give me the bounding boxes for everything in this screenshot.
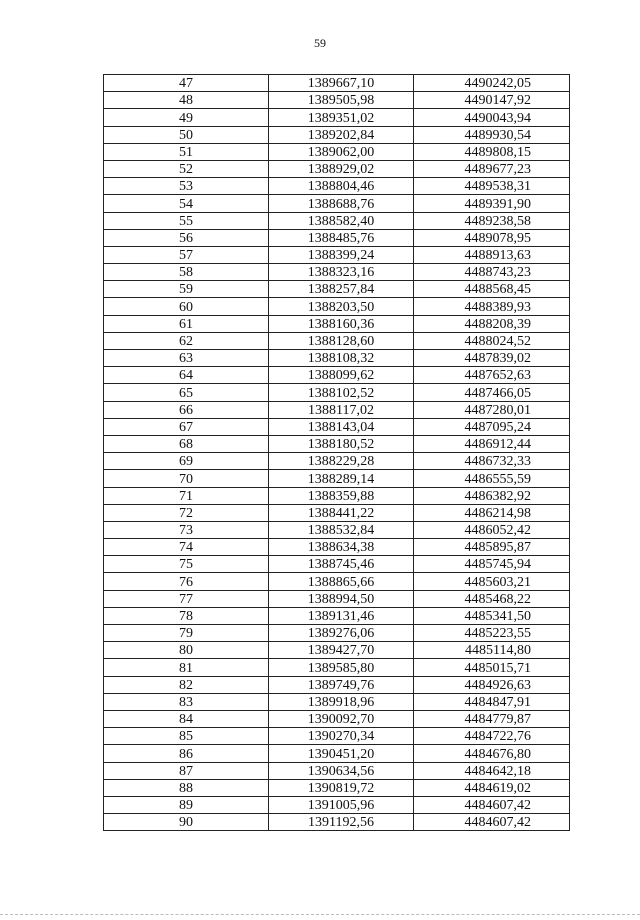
point-number-cell: 82 (104, 676, 269, 693)
point-number-cell: 80 (104, 642, 269, 659)
y-coordinate-cell: 4489238,58 (414, 212, 570, 229)
table-row (104, 556, 570, 573)
y-coordinate-cell: 4485015,71 (414, 659, 570, 676)
point-number-cell: 74 (104, 539, 269, 556)
y-coordinate-cell: 4486382,92 (414, 487, 570, 504)
point-number-cell: 85 (104, 728, 269, 745)
y-coordinate-cell: 4489078,95 (414, 229, 570, 246)
x-coordinate-cell: 1389276,06 (269, 625, 414, 642)
point-number-cell: 62 (104, 332, 269, 349)
y-coordinate-cell: 4486214,98 (414, 504, 570, 521)
x-coordinate-cell: 1390270,34 (269, 728, 414, 745)
x-coordinate-cell: 1388634,38 (269, 539, 414, 556)
x-coordinate-cell: 1390634,56 (269, 762, 414, 779)
x-coordinate-cell: 1388203,50 (269, 298, 414, 315)
y-coordinate-cell: 4484619,02 (414, 779, 570, 796)
y-coordinate-cell: 4485603,21 (414, 573, 570, 590)
x-coordinate-cell: 1388745,46 (269, 556, 414, 573)
x-coordinate-cell: 1389131,46 (269, 607, 414, 624)
table-row (104, 539, 570, 556)
table-row (104, 693, 570, 710)
table-row (104, 229, 570, 246)
x-coordinate-cell: 1388102,52 (269, 384, 414, 401)
table-row (104, 384, 570, 401)
x-coordinate-cell: 1388160,36 (269, 315, 414, 332)
y-coordinate-cell: 4484607,42 (414, 814, 570, 831)
point-number-cell: 51 (104, 143, 269, 160)
page-number: 59 (314, 36, 326, 50)
table-row (104, 659, 570, 676)
y-coordinate-cell: 4488389,93 (414, 298, 570, 315)
y-coordinate-cell: 4489930,54 (414, 126, 570, 143)
y-coordinate-cell: 4488208,39 (414, 315, 570, 332)
x-coordinate-cell: 1388180,52 (269, 435, 414, 452)
x-coordinate-cell: 1389585,80 (269, 659, 414, 676)
y-coordinate-cell: 4490147,92 (414, 92, 570, 109)
y-coordinate-cell: 4487466,05 (414, 384, 570, 401)
point-number-cell: 57 (104, 246, 269, 263)
point-number-cell: 77 (104, 590, 269, 607)
y-coordinate-cell: 4487280,01 (414, 401, 570, 418)
table-row (104, 573, 570, 590)
x-coordinate-cell: 1388143,04 (269, 418, 414, 435)
table-row (104, 504, 570, 521)
table-row (104, 195, 570, 212)
coordinates-table (103, 74, 570, 831)
table-row (104, 779, 570, 796)
table-row (104, 710, 570, 727)
table-row (104, 590, 570, 607)
y-coordinate-cell: 4486912,44 (414, 435, 570, 452)
y-coordinate-cell: 4490043,94 (414, 109, 570, 126)
point-number-cell: 72 (104, 504, 269, 521)
table-row (104, 92, 570, 109)
y-coordinate-cell: 4484607,42 (414, 796, 570, 813)
y-coordinate-cell: 4484779,87 (414, 710, 570, 727)
y-coordinate-cell: 4485114,80 (414, 642, 570, 659)
table-row (104, 676, 570, 693)
point-number-cell: 61 (104, 315, 269, 332)
point-number-cell: 90 (104, 814, 269, 831)
y-coordinate-cell: 4485895,87 (414, 539, 570, 556)
x-coordinate-cell: 1389427,70 (269, 642, 414, 659)
table-row (104, 160, 570, 177)
y-coordinate-cell: 4484926,63 (414, 676, 570, 693)
x-coordinate-cell: 1390819,72 (269, 779, 414, 796)
x-coordinate-cell: 1388108,32 (269, 350, 414, 367)
point-number-cell: 50 (104, 126, 269, 143)
x-coordinate-cell: 1388399,24 (269, 246, 414, 263)
x-coordinate-cell: 1388485,76 (269, 229, 414, 246)
table-row (104, 126, 570, 143)
table-row (104, 642, 570, 659)
x-coordinate-cell: 1388117,02 (269, 401, 414, 418)
point-number-cell: 81 (104, 659, 269, 676)
y-coordinate-cell: 4484722,76 (414, 728, 570, 745)
y-coordinate-cell: 4485468,22 (414, 590, 570, 607)
table-row (104, 332, 570, 349)
table-row (104, 178, 570, 195)
point-number-cell: 89 (104, 796, 269, 813)
table-row (104, 246, 570, 263)
x-coordinate-cell: 1389505,98 (269, 92, 414, 109)
point-number-cell: 70 (104, 470, 269, 487)
point-number-cell: 65 (104, 384, 269, 401)
y-coordinate-cell: 4489391,90 (414, 195, 570, 212)
point-number-cell: 54 (104, 195, 269, 212)
table-row (104, 435, 570, 452)
x-coordinate-cell: 1388804,46 (269, 178, 414, 195)
y-coordinate-cell: 4485745,94 (414, 556, 570, 573)
y-coordinate-cell: 4487839,02 (414, 350, 570, 367)
table-row (104, 762, 570, 779)
y-coordinate-cell: 4489677,23 (414, 160, 570, 177)
table-row (104, 470, 570, 487)
x-coordinate-cell: 1388128,60 (269, 332, 414, 349)
y-coordinate-cell: 4489538,31 (414, 178, 570, 195)
x-coordinate-cell: 1391192,56 (269, 814, 414, 831)
point-number-cell: 76 (104, 573, 269, 590)
y-coordinate-cell: 4486732,33 (414, 453, 570, 470)
point-number-cell: 64 (104, 367, 269, 384)
y-coordinate-cell: 4487652,63 (414, 367, 570, 384)
x-coordinate-cell: 1388289,14 (269, 470, 414, 487)
y-coordinate-cell: 4486052,42 (414, 521, 570, 538)
y-coordinate-cell: 4488568,45 (414, 281, 570, 298)
y-coordinate-cell: 4488024,52 (414, 332, 570, 349)
x-coordinate-cell: 1388323,16 (269, 264, 414, 281)
point-number-cell: 48 (104, 92, 269, 109)
table-row (104, 315, 570, 332)
point-number-cell: 59 (104, 281, 269, 298)
table-row (104, 264, 570, 281)
x-coordinate-cell: 1388929,02 (269, 160, 414, 177)
table-row (104, 350, 570, 367)
point-number-cell: 55 (104, 212, 269, 229)
point-number-cell: 63 (104, 350, 269, 367)
y-coordinate-cell: 4489808,15 (414, 143, 570, 160)
point-number-cell: 78 (104, 607, 269, 624)
point-number-cell: 56 (104, 229, 269, 246)
table-row (104, 298, 570, 315)
point-number-cell: 84 (104, 710, 269, 727)
table-row (104, 728, 570, 745)
point-number-cell: 87 (104, 762, 269, 779)
y-coordinate-cell: 4485341,50 (414, 607, 570, 624)
point-number-cell: 68 (104, 435, 269, 452)
point-number-cell: 79 (104, 625, 269, 642)
x-coordinate-cell: 1388257,84 (269, 281, 414, 298)
y-coordinate-cell: 4485223,55 (414, 625, 570, 642)
table-row (104, 607, 570, 624)
y-coordinate-cell: 4490242,05 (414, 75, 570, 92)
y-coordinate-cell: 4487095,24 (414, 418, 570, 435)
x-coordinate-cell: 1388688,76 (269, 195, 414, 212)
point-number-cell: 58 (104, 264, 269, 281)
point-number-cell: 73 (104, 521, 269, 538)
table-row (104, 487, 570, 504)
point-number-cell: 52 (104, 160, 269, 177)
table-row (104, 418, 570, 435)
point-number-cell: 60 (104, 298, 269, 315)
point-number-cell: 88 (104, 779, 269, 796)
table-row (104, 143, 570, 160)
table-body (104, 75, 570, 831)
page-bottom-edge (0, 914, 640, 915)
x-coordinate-cell: 1389202,84 (269, 126, 414, 143)
y-coordinate-cell: 4488913,63 (414, 246, 570, 263)
x-coordinate-cell: 1389918,96 (269, 693, 414, 710)
point-number-cell: 71 (104, 487, 269, 504)
table-row (104, 109, 570, 126)
point-number-cell: 67 (104, 418, 269, 435)
x-coordinate-cell: 1390092,70 (269, 710, 414, 727)
x-coordinate-cell: 1388582,40 (269, 212, 414, 229)
x-coordinate-cell: 1388532,84 (269, 521, 414, 538)
table-row (104, 453, 570, 470)
x-coordinate-cell: 1388994,50 (269, 590, 414, 607)
x-coordinate-cell: 1391005,96 (269, 796, 414, 813)
x-coordinate-cell: 1388865,66 (269, 573, 414, 590)
table-row (104, 745, 570, 762)
table-row (104, 796, 570, 813)
x-coordinate-cell: 1389062,00 (269, 143, 414, 160)
point-number-cell: 49 (104, 109, 269, 126)
y-coordinate-cell: 4484847,91 (414, 693, 570, 710)
table-row (104, 625, 570, 642)
table-row (104, 401, 570, 418)
x-coordinate-cell: 1388441,22 (269, 504, 414, 521)
y-coordinate-cell: 4484642,18 (414, 762, 570, 779)
x-coordinate-cell: 1388359,88 (269, 487, 414, 504)
point-number-cell: 86 (104, 745, 269, 762)
point-number-cell: 47 (104, 75, 269, 92)
table-row (104, 212, 570, 229)
point-number-cell: 83 (104, 693, 269, 710)
table-row (104, 75, 570, 92)
y-coordinate-cell: 4484676,80 (414, 745, 570, 762)
point-number-cell: 66 (104, 401, 269, 418)
x-coordinate-cell: 1388099,62 (269, 367, 414, 384)
table-row (104, 521, 570, 538)
table-row (104, 814, 570, 831)
y-coordinate-cell: 4488743,23 (414, 264, 570, 281)
table-row (104, 281, 570, 298)
x-coordinate-cell: 1389667,10 (269, 75, 414, 92)
table-row (104, 367, 570, 384)
point-number-cell: 53 (104, 178, 269, 195)
point-number-cell: 69 (104, 453, 269, 470)
x-coordinate-cell: 1390451,20 (269, 745, 414, 762)
x-coordinate-cell: 1389351,02 (269, 109, 414, 126)
x-coordinate-cell: 1388229,28 (269, 453, 414, 470)
x-coordinate-cell: 1389749,76 (269, 676, 414, 693)
point-number-cell: 75 (104, 556, 269, 573)
y-coordinate-cell: 4486555,59 (414, 470, 570, 487)
